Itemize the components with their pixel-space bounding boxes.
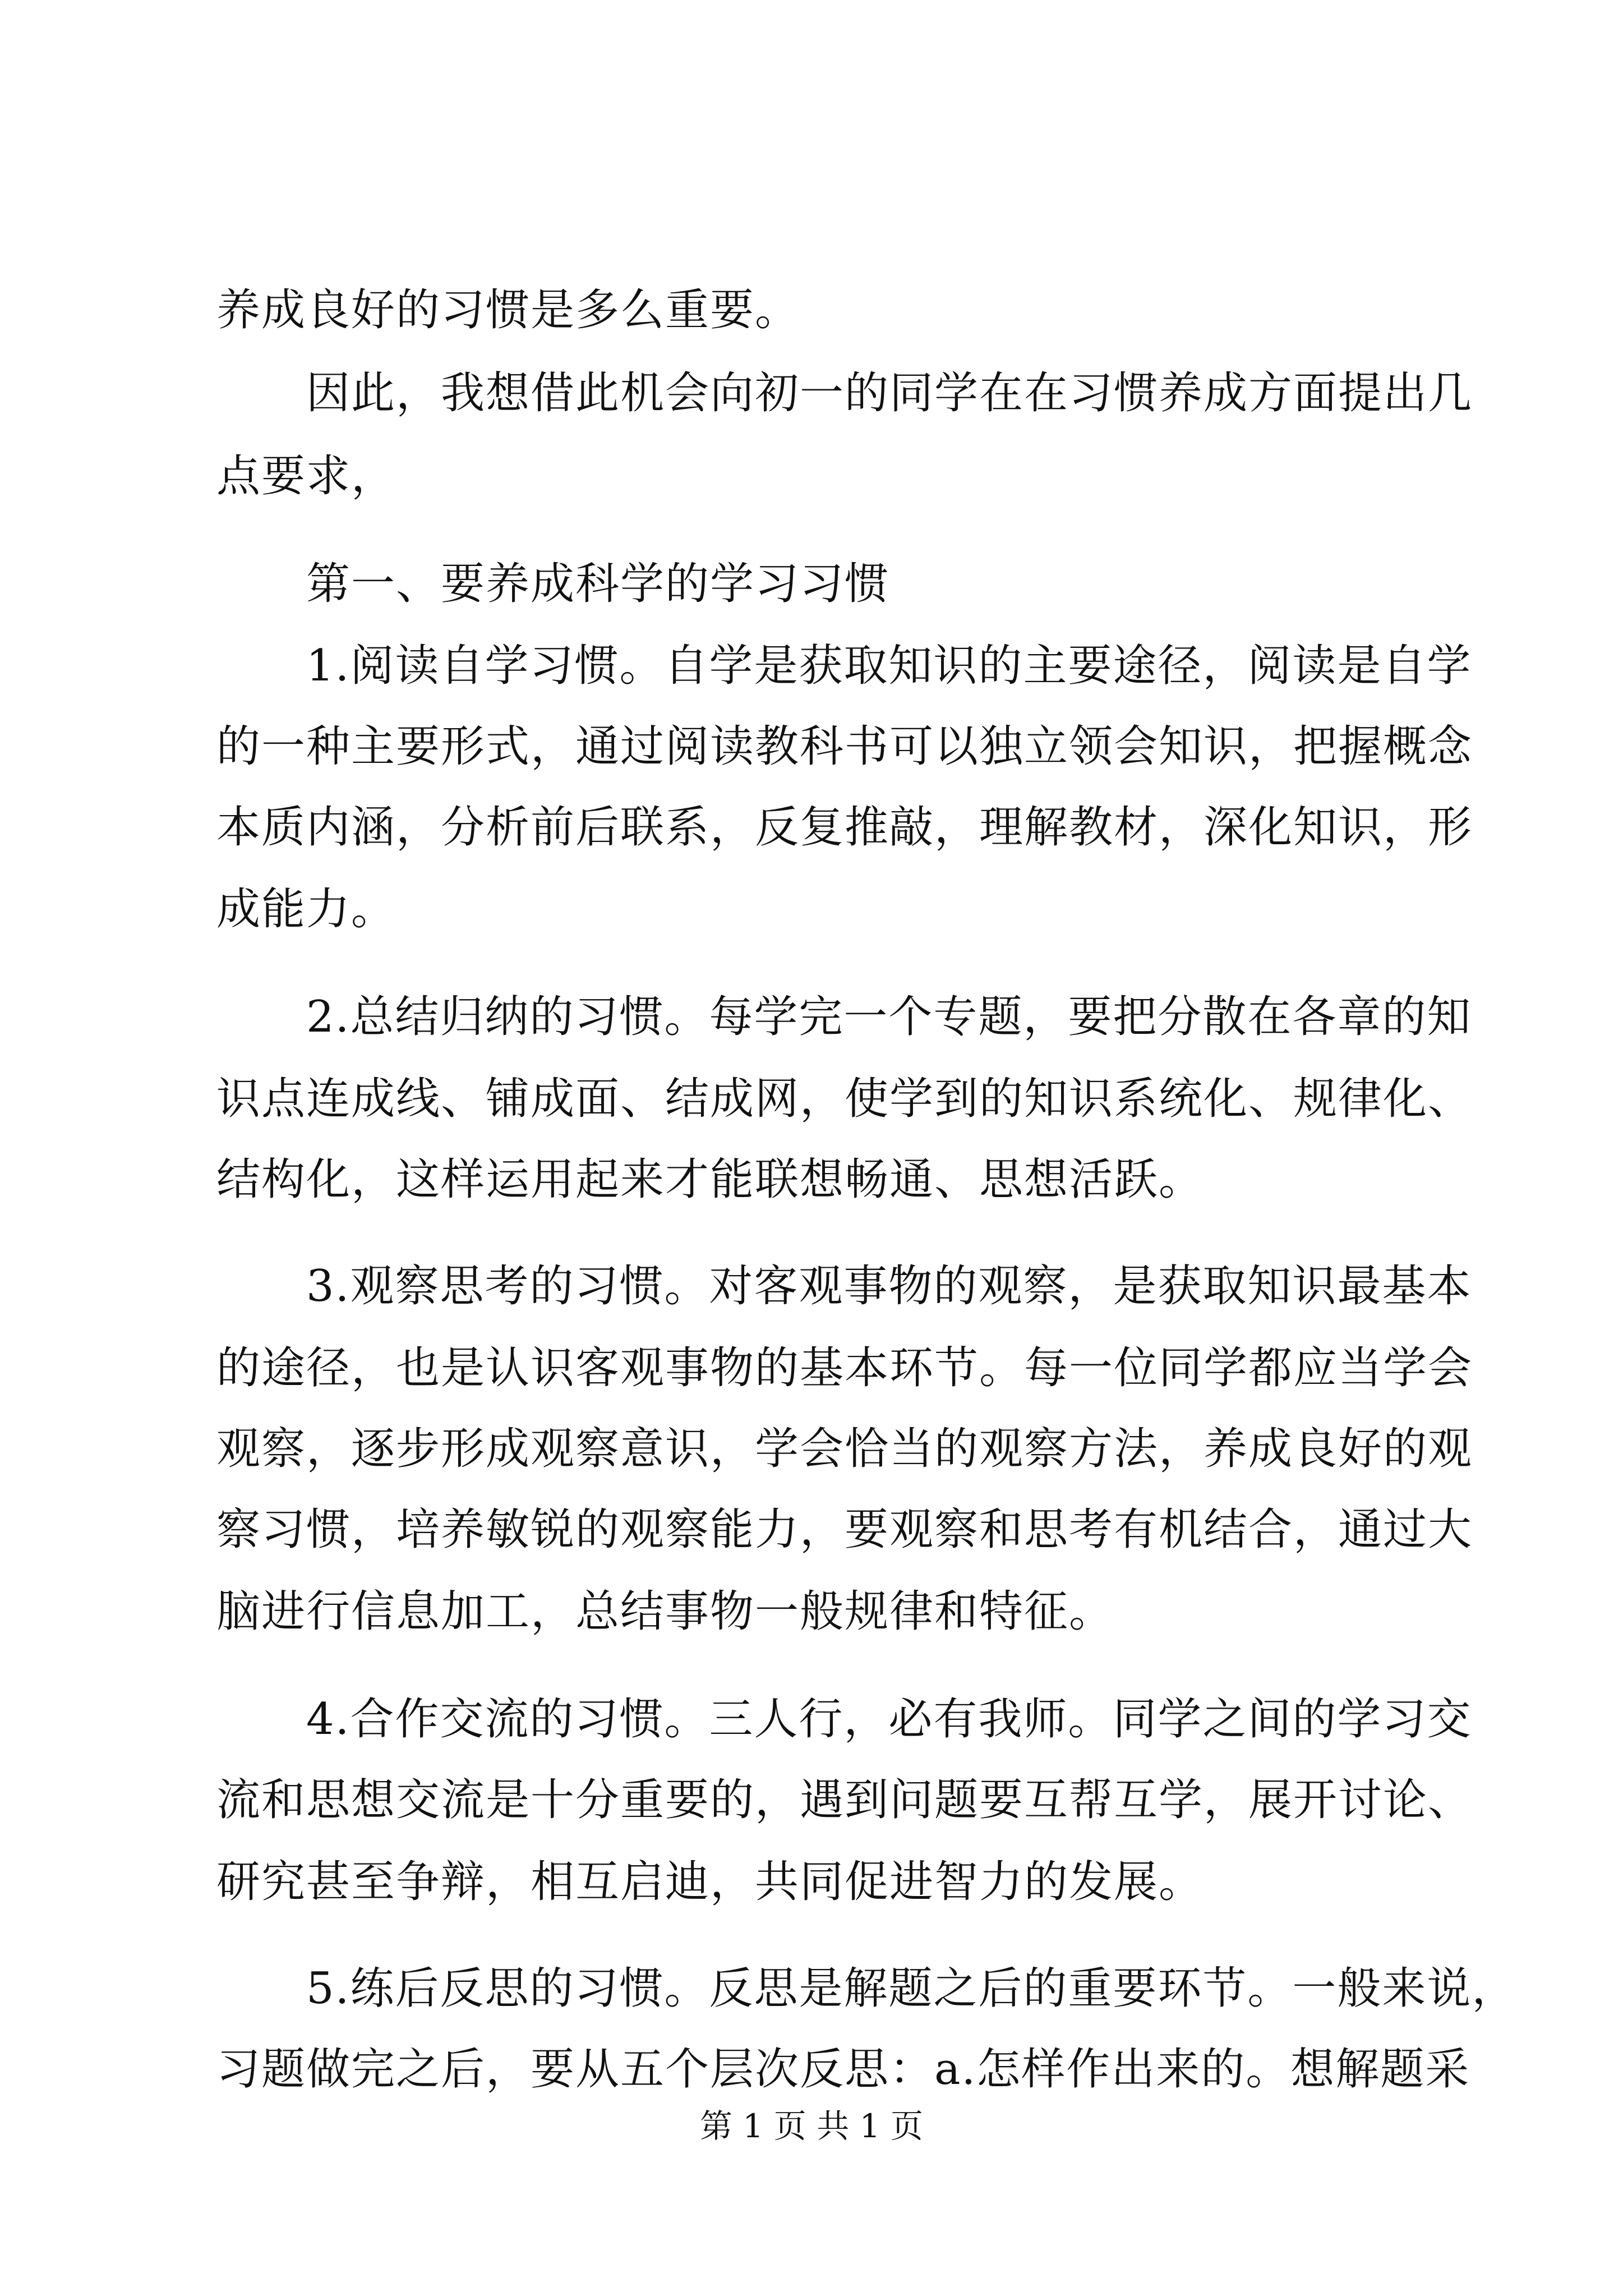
text-line: 习题做完之后，要从五个层次反思：a.怎样作出来的。想解题采: [216, 2044, 1470, 2095]
text-line: 察习惯，培养敏锐的观察能力，要观察和思考有机结合，通过大: [216, 1504, 1473, 1555]
text-line: 3.观察思考的习惯。对客观事物的观察，是获取知识最基本: [306, 1261, 1472, 1312]
section-heading: 第一、要养成科学的学习习惯: [306, 559, 890, 609]
text-line: 观察，逐步形成观察意识，学会恰当的观察方法，养成良好的观: [216, 1424, 1473, 1474]
text-line: 研究甚至争辩，相互启迪，共同促进智力的发展。: [216, 1857, 1204, 1907]
text-line: 养成良好的习惯是多么重要。: [216, 285, 800, 335]
text-line: 脑进行信息加工，总结事物一般规律和特征。: [216, 1586, 1114, 1637]
text-line: 4.合作交流的习惯。三人行，必有我师。同学之间的学习交: [306, 1694, 1472, 1745]
text-line: 成能力。: [216, 884, 396, 935]
text-line: 2.总结归纳的习惯。每学完一个专题，要把分散在各章的知: [306, 992, 1472, 1042]
text-line: 流和思想交流是十分重要的，遇到问题要互帮互学，展开讨论、: [216, 1775, 1473, 1825]
text-line: 的一种主要形式，通过阅读教科书可以独立领会知识，把握概念: [216, 721, 1473, 772]
text-line: 识点连成线、铺成面、结成网，使学到的知识系统化、规律化、: [216, 1074, 1473, 1124]
page-footer: 第 1 页 共 1 页: [700, 2107, 923, 2145]
text-line: 5.练后反思的习惯。反思是解题之后的重要环节。一般来说，: [306, 1963, 1517, 2014]
text-line: 结构化，这样运用起来才能联想畅通、思想活跃。: [216, 1154, 1204, 1205]
text-line: 点要求，: [216, 451, 396, 501]
text-line: 本质内涵，分析前后联系，反复推敲，理解教材，深化知识，形: [216, 802, 1473, 853]
text-line: 的途径，也是认识客观事物的基本环节。每一位同学都应当学会: [216, 1343, 1473, 1393]
text-line: 因此，我想借此机会向初一的同学在在习惯养成方面提出几: [306, 368, 1473, 418]
text-line: 1.阅读自学习惯。自学是获取知识的主要途径，阅读是自学: [306, 641, 1472, 691]
